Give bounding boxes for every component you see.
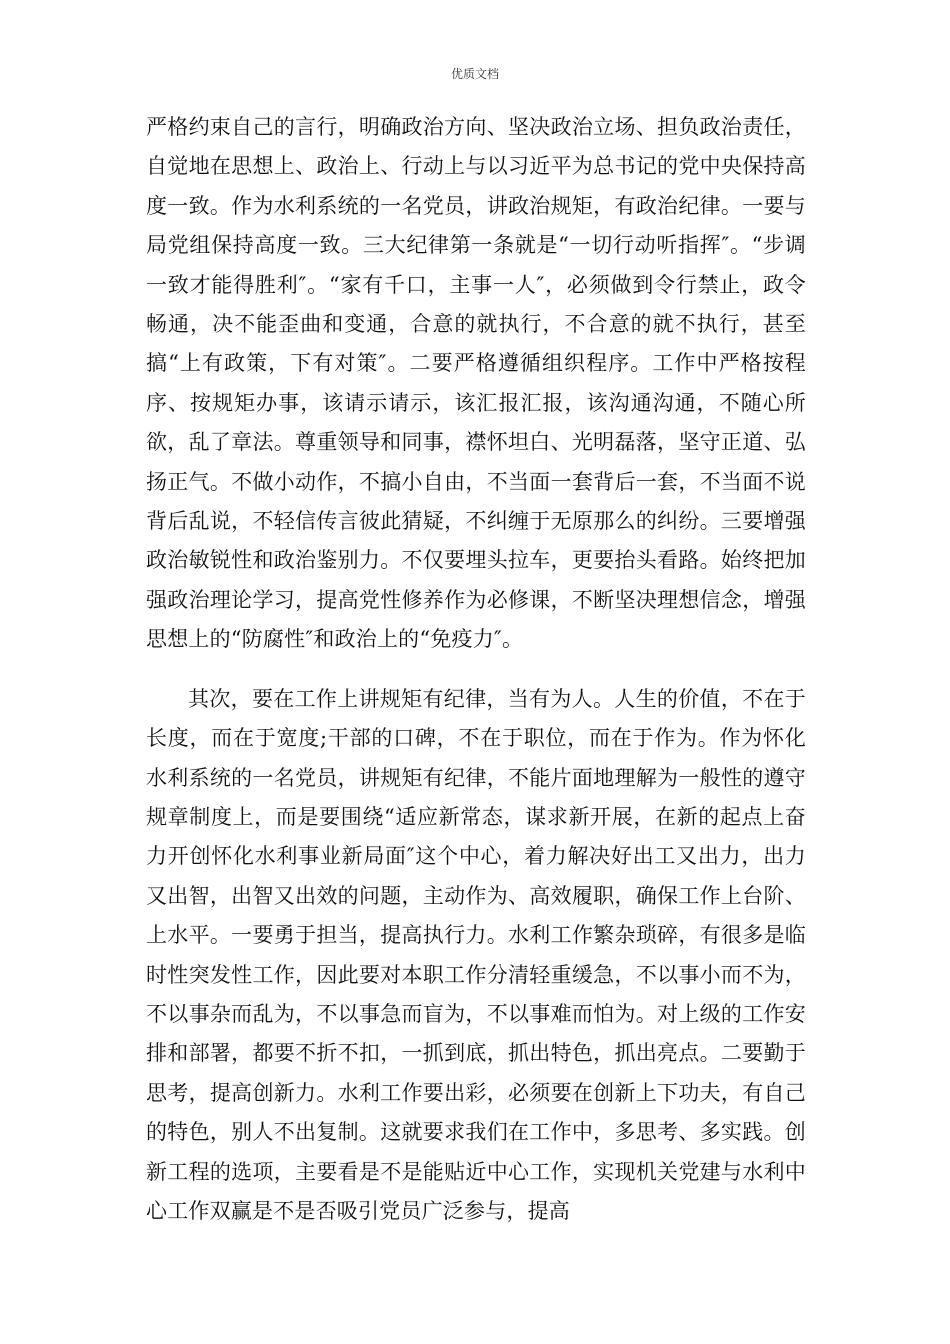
document-body	[146, 108, 806, 1231]
paragraph-1: 严格约束自己的言行，明确政治方向、坚决政治立场、担负政治责任，自觉地在思想上、政治上、行动上与以习近平为总书记的党中央保持高度一致。作为水利系统的一名党员，讲政治规矩，有政治纪律。一要与局党组保持高度一致。三大纪律第一条就是“一切行动听指挥″。“步调一致才能得胜利″。“家有千口，主事一人″，必须做到令行禁止，政令畅通，决不能歪曲和变通，合意的就执行，不合意的就不执行，甚至搞“上有政策，下有对策″。二要严格遵循组织程序。工作中严格按程序、按规矩办事，该请示请示，该汇报汇报，该沟通沟通，不随心所欲，乱了章法。尊重领导和同事，襟怀坦白、光明磊落，坚守正道、弘扬正气。不做小动作，不搞小自由，不当面一套背后一套，不当面不说背后乱说，不轻信传言彼此猜疑，不纠缠于无原那么的纠纷。三要增强政治敏锐性和政治鉴别力。不仅要埋头拉车，更要抬头看路。始终把加强政治理论学习，提高党性修养作为必修课，不断坚决理想信念，增强思想上的“防腐性″和政治上的“免疫力″。	[146, 115, 806, 652]
page-header: 优质文档	[450, 67, 499, 81]
paragraph-2: 其次，要在工作上讲规矩有纪律，当有为人。人生的价值，不在于长度，而在于宽度;干部的口碑，不在于职位，而在于作为。作为怀化水利系统的一名党员，讲规矩有纪律，不能片面地理解为一般性的遵守规章制度上，而是要围绕“适应新常态，谋求新开展，在新的起点上奋力开创怀化水利事业新局面″这个中心，着力解决好出工又出力，出力又出智，出智又出效的问题，主动作为、高效履职，确保工作上台阶、上水平。一要勇于担当，提高执行力。水利工作繁杂琐碎，有很多是临时性突发性工作，因此要对本职工作分清轻重缓急，不以事小而不为，不以事杂而乱为，不以事急而盲为，不以事难而怕为。对上级的工作安排和部署，都要不折不扣，一抓到底，抓出特色，抓出亮点。二要勤于思考，提高创新力。水利工作要出彩，必须要在创新上下功夫，有自己的特色，别人不出复制。这就要求我们在工作中，多思考、多实践。创新工程的选项，主要看是不是能贴近中心工作，实现机关党建与水利中心工作双赢是不是否吸引党员广泛参与，提高	[146, 686, 806, 1223]
